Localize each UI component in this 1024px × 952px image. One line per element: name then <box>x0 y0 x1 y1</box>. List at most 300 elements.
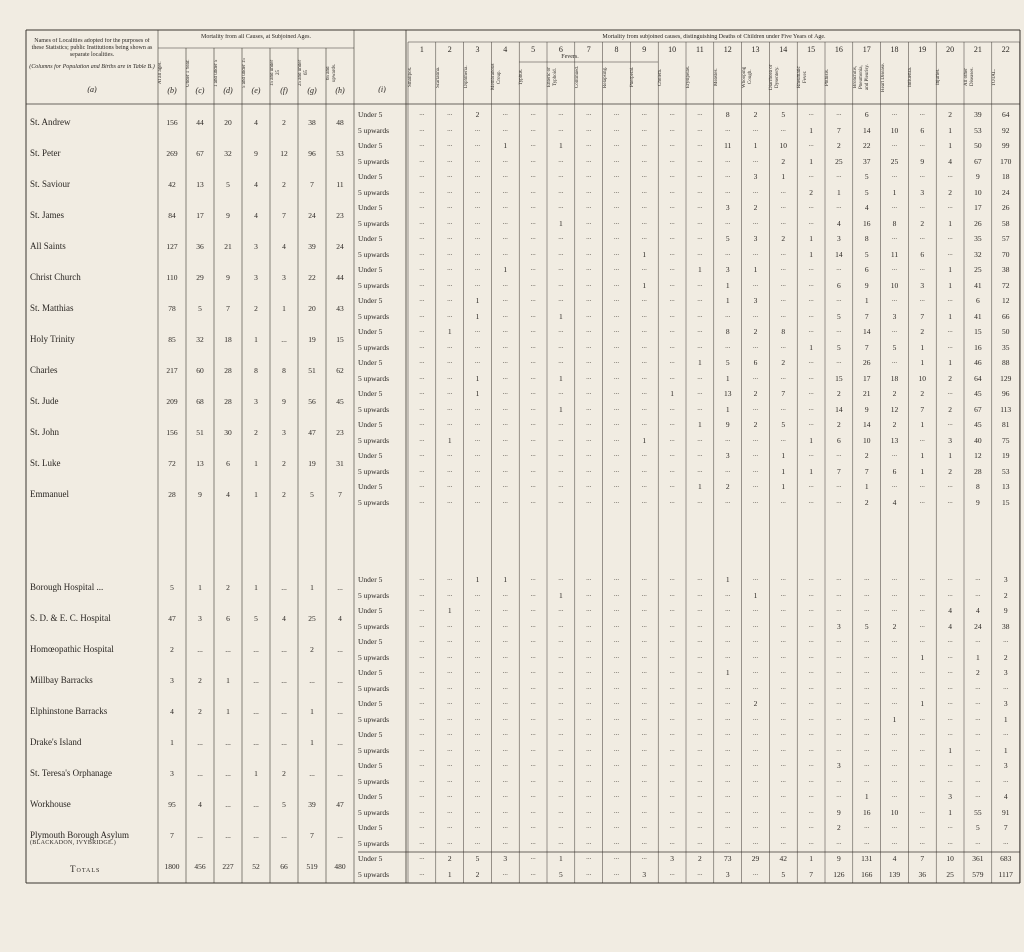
row-label-under: Under 5 <box>358 451 383 460</box>
cause-value: 92 <box>1001 125 1010 135</box>
empty-cell-dots: ... <box>641 388 647 396</box>
empty-cell-dots: ... <box>530 109 536 117</box>
empty-cell-dots: ... <box>641 496 647 505</box>
empty-cell-dots: ... <box>586 419 592 427</box>
empty-cell-dots: ... <box>919 682 925 691</box>
row-label-under: Under 5 <box>358 482 383 491</box>
empty-cell-dots: ... <box>864 667 870 675</box>
empty-cell-dots: ... <box>891 264 898 272</box>
empty-cell-dots: ... <box>530 822 536 830</box>
empty-cell-dots: ... <box>474 217 481 226</box>
empty-cell-dots: ... <box>558 837 564 846</box>
empty-cell-dots: ... <box>697 109 703 117</box>
empty-cell-dots: ... <box>586 450 592 458</box>
empty-cell-dots: ... <box>502 233 508 241</box>
empty-cell-dots: ... <box>419 574 425 582</box>
cause-value: 1 <box>725 296 730 305</box>
empty-cell-dots: ... <box>780 341 786 350</box>
cause-value: 1 <box>475 575 480 584</box>
empty-cell-dots: ... <box>836 450 842 458</box>
locality-name <box>30 179 70 189</box>
empty-cell-dots: ... <box>725 186 731 195</box>
age-value: 15 <box>336 335 344 345</box>
empty-cell-dots: ... <box>641 202 647 210</box>
empty-cell-dots: ... <box>1003 729 1009 737</box>
empty-cell-dots: ... <box>586 605 592 613</box>
cause-value: 1 <box>920 451 925 460</box>
empty-cell-dots: ... <box>613 496 620 505</box>
cause-value: 2 <box>948 373 952 383</box>
cause-value: 29 <box>751 854 760 863</box>
age-value: 4 <box>254 211 258 221</box>
cause-value: 1 <box>1003 714 1008 724</box>
row-label-under: Under 5 <box>358 327 383 336</box>
cause-value: 1 <box>447 435 452 445</box>
empty-cell-dots: ... <box>558 202 564 210</box>
empty-cell-dots: ... <box>891 760 898 768</box>
cause-value: 28 <box>974 466 982 476</box>
empty-cell-dots: ... <box>919 713 925 722</box>
empty-cell-dots: ... <box>502 248 508 257</box>
locality-name <box>30 706 107 716</box>
empty-cell-dots: ... <box>586 202 592 210</box>
cause-value: 40 <box>974 435 982 445</box>
age-value: 39 <box>308 242 316 252</box>
empty-cell-dots: ... <box>669 279 675 288</box>
cause-value: 361 <box>972 854 984 863</box>
age-value: 45 <box>336 397 344 407</box>
row-label-under: Under 5 <box>358 203 383 212</box>
empty-cell-dots: ... <box>836 713 842 722</box>
empty-cell-dots: ... <box>447 481 453 489</box>
cause-value: 4 <box>837 218 841 228</box>
empty-cell-dots: ... <box>613 403 620 412</box>
empty-cell-dots: ... <box>558 419 564 427</box>
empty-cell-dots: ... <box>836 698 842 706</box>
empty-cell-dots: ... <box>530 248 536 257</box>
empty-cell-dots: ... <box>558 326 564 334</box>
empty-cell-dots: ... <box>669 698 675 706</box>
cause-value: 5 <box>837 342 841 352</box>
empty-cell-dots: ... <box>864 837 870 846</box>
age-value: 127 <box>166 242 178 252</box>
mortality-subjoined-title: Mortality from subjoined causes, distinguishing Deaths of Children under Five Years of Age. <box>602 34 826 40</box>
empty-cell-dots: ... <box>447 388 453 396</box>
empty-cell-dots: ... <box>836 651 842 660</box>
empty-cell-dots: ... <box>419 124 425 133</box>
cause-value: 13 <box>1001 482 1010 491</box>
empty-cell-dots: ... <box>447 729 453 737</box>
empty-cell-dots: ... <box>669 109 675 117</box>
cause-value: 16 <box>862 807 871 817</box>
row-label-upwards: 5 upwards <box>358 652 390 662</box>
empty-cell-dots: ... <box>836 202 842 210</box>
empty-cell-dots: ... <box>669 434 675 443</box>
row-label-under: Under 5 <box>358 854 383 863</box>
row-label-under: Under 5 <box>358 389 383 398</box>
age-value: 78 <box>168 304 176 314</box>
row-label-under: Under 5 <box>358 141 383 150</box>
empty-cell-dots: ... <box>697 434 703 443</box>
cause-value: 1 <box>475 373 480 383</box>
age-group-header: 65 and upwards. <box>326 63 337 83</box>
empty-cell-dots: ... <box>447 713 453 722</box>
empty-cell-dots: ... <box>669 310 675 319</box>
cause-value: 12 <box>1001 296 1010 305</box>
cause-value: 5 <box>725 234 730 243</box>
empty-cell-dots: ... <box>725 744 731 753</box>
empty-cell-dots: ... <box>613 837 620 846</box>
empty-cell-dots: ... <box>641 729 647 737</box>
empty-cell-dots: ... <box>808 698 814 706</box>
age-value: 2 <box>254 304 258 314</box>
empty-cell-dots: ... <box>780 822 786 830</box>
cause-value: 1 <box>948 141 952 150</box>
empty-cell-dots: ... <box>530 326 536 334</box>
cause-value: 1 <box>725 280 730 290</box>
empty-cell-dots: ... <box>474 636 481 644</box>
empty-cell-dots: ... <box>752 760 759 768</box>
empty-cell-dots: ... <box>808 388 814 396</box>
empty-cell-dots: ... <box>975 589 981 598</box>
empty-cell-dots: ... <box>419 357 425 365</box>
empty-cell-dots: ... <box>669 775 675 784</box>
cause-value: 25 <box>835 156 843 166</box>
empty-cell-dots: ... <box>613 295 620 303</box>
locality-label: Plymouth Borough Asylum <box>30 830 130 841</box>
cause-value: 126 <box>833 869 845 879</box>
age-value: 7 <box>170 831 174 841</box>
empty-cell-dots: ... <box>752 822 759 830</box>
empty-cell-dots: ... <box>836 357 842 365</box>
empty-cell-dots: ... <box>725 341 731 350</box>
row-label-under: Under 5 <box>358 730 383 739</box>
empty-cell-dots: ... <box>975 698 981 706</box>
cause-value: 9 <box>864 280 869 290</box>
empty-cell-dots: ... <box>947 496 953 505</box>
empty-cell-dots: ... <box>530 496 536 505</box>
empty-cell-dots: ... <box>447 837 453 846</box>
empty-cell-dots: ... <box>530 775 536 784</box>
empty-cell-dots: ... <box>669 403 675 412</box>
age-value: ... <box>253 707 259 717</box>
age-value: ... <box>253 676 259 686</box>
empty-cell-dots: ... <box>586 372 592 381</box>
empty-cell-dots: ... <box>947 667 953 675</box>
empty-cell-dots: ... <box>669 233 675 241</box>
age-value: 30 <box>224 428 232 438</box>
age-value: 5 <box>170 583 174 593</box>
cause-number: 12 <box>723 45 732 54</box>
age-value: 23 <box>336 211 344 221</box>
age-value: 3 <box>254 397 258 407</box>
empty-cell-dots: ... <box>419 326 425 334</box>
empty-cell-dots: ... <box>947 419 953 427</box>
locality-label: St. Jude <box>30 396 59 407</box>
empty-cell-dots: ... <box>502 171 508 179</box>
cause-value: 1 <box>837 187 841 197</box>
age-value: 28 <box>168 490 176 500</box>
age-value: 95 <box>168 800 176 810</box>
cause-value: 1 <box>503 575 508 584</box>
locality-label: S. D. & E. C. Hospital <box>30 613 111 624</box>
empty-cell-dots: ... <box>947 202 953 210</box>
cause-value: 1 <box>475 389 480 398</box>
cause-value: 1 <box>698 265 702 274</box>
cause-value: 26 <box>974 218 982 228</box>
age-value: ... <box>337 831 343 841</box>
cause-header: Influenza. <box>908 66 914 88</box>
age-value: 1 <box>198 583 202 593</box>
cause-value: 1 <box>892 714 897 724</box>
empty-cell-dots: ... <box>586 589 592 598</box>
empty-cell-dots: ... <box>530 868 536 877</box>
cause-value: 1 <box>698 482 702 491</box>
empty-cell-dots: ... <box>558 744 564 753</box>
locality-label: St. Saviour <box>30 179 71 190</box>
empty-cell-dots: ... <box>697 760 703 768</box>
empty-cell-dots: ... <box>975 837 981 846</box>
cause-value: 10 <box>890 125 899 135</box>
cause-value: 3 <box>1003 761 1008 770</box>
age-value: 269 <box>166 149 178 159</box>
age-value: 6 <box>226 614 230 624</box>
empty-cell-dots: ... <box>558 605 564 613</box>
empty-cell-dots: ... <box>447 698 453 706</box>
empty-cell-dots: ... <box>530 403 536 412</box>
age-value: 217 <box>166 366 178 376</box>
empty-cell-dots: ... <box>447 295 453 303</box>
cause-value: 683 <box>1000 854 1012 863</box>
age-value: ... <box>337 676 343 686</box>
cause-value: 1 <box>559 218 563 228</box>
age-value: 2 <box>226 583 230 593</box>
age-value: ... <box>197 769 203 779</box>
cause-value: 6 <box>753 358 758 367</box>
empty-cell-dots: ... <box>474 419 481 427</box>
empty-cell-dots: ... <box>530 698 536 706</box>
cause-number: 3 <box>475 45 480 54</box>
empty-cell-dots: ... <box>502 806 508 815</box>
empty-cell-dots: ... <box>641 264 647 272</box>
age-value: 209 <box>166 397 178 407</box>
age-value: ... <box>281 676 287 686</box>
empty-cell-dots: ... <box>641 403 647 412</box>
empty-cell-dots: ... <box>752 574 759 582</box>
empty-cell-dots: ... <box>780 186 786 195</box>
locality-label: Emmanuel <box>30 489 69 500</box>
cause-number: 5 <box>531 45 536 54</box>
fevers-label: Fevers. <box>561 54 579 60</box>
cause-value: 2 <box>920 389 925 398</box>
empty-cell-dots: ... <box>502 186 508 195</box>
empty-cell-dots: ... <box>808 295 814 303</box>
cause-value: 1 <box>1003 745 1008 755</box>
empty-cell-dots: ... <box>697 574 703 582</box>
cause-value: 64 <box>1001 110 1010 119</box>
age-group-letter: (e) <box>251 86 261 95</box>
cause-value: 166 <box>861 869 873 879</box>
age-value: ... <box>337 769 343 779</box>
cause-value: 2 <box>920 218 925 228</box>
empty-cell-dots: ... <box>613 186 620 195</box>
empty-cell-dots: ... <box>725 605 731 613</box>
locality-name <box>30 613 111 623</box>
empty-cell-dots: ... <box>808 744 814 753</box>
empty-cell-dots: ... <box>474 186 481 195</box>
empty-cell-dots: ... <box>808 636 814 644</box>
cause-value: 18 <box>1001 172 1010 181</box>
empty-cell-dots: ... <box>586 171 592 179</box>
row-label-upwards: 5 upwards <box>358 497 390 507</box>
empty-cell-dots: ... <box>669 574 675 582</box>
empty-cell-dots: ... <box>447 775 453 784</box>
empty-cell-dots: ... <box>502 326 508 334</box>
empty-cell-dots: ... <box>752 791 759 799</box>
cause-value: 1 <box>864 792 869 801</box>
age-value: 3 <box>282 273 286 283</box>
locality-label: St. Luke <box>30 458 61 469</box>
empty-cell-dots: ... <box>641 853 647 861</box>
empty-cell-dots: ... <box>474 326 481 334</box>
empty-cell-dots: ... <box>586 682 592 691</box>
empty-cell-dots: ... <box>613 822 620 830</box>
empty-cell-dots: ... <box>975 744 981 753</box>
age-value: 20 <box>224 118 232 128</box>
empty-cell-dots: ... <box>891 636 898 644</box>
empty-cell-dots: ... <box>891 171 898 179</box>
empty-cell-dots: ... <box>474 837 481 846</box>
age-value: 51 <box>308 366 316 376</box>
row-label-upwards: 5 upwards <box>358 435 390 445</box>
empty-cell-dots: ... <box>474 620 481 629</box>
empty-cell-dots: ... <box>558 434 564 443</box>
row-label-under: Under 5 <box>358 823 383 832</box>
empty-cell-dots: ... <box>502 791 508 799</box>
empty-cell-dots: ... <box>586 264 592 272</box>
empty-cell-dots: ... <box>697 837 703 846</box>
empty-cell-dots: ... <box>725 155 731 164</box>
cause-value: 1 <box>642 249 647 259</box>
empty-cell-dots: ... <box>613 574 620 582</box>
empty-cell-dots: ... <box>919 589 925 598</box>
cause-value: 24 <box>974 621 982 631</box>
empty-cell-dots: ... <box>447 651 453 660</box>
cause-value: 5 <box>976 823 980 832</box>
empty-cell-dots: ... <box>697 713 703 722</box>
cause-number: 13 <box>751 45 760 54</box>
empty-cell-dots: ... <box>891 140 898 148</box>
cause-value: 1 <box>559 854 563 863</box>
age-value: 7 <box>310 180 314 190</box>
cause-value: 2 <box>892 621 897 631</box>
empty-cell-dots: ... <box>669 620 675 629</box>
empty-cell-dots: ... <box>808 574 814 582</box>
empty-cell-dots: ... <box>502 496 508 505</box>
age-group-letter: (g) <box>307 86 317 95</box>
age-value: 1 <box>310 583 314 593</box>
cause-number: 21 <box>973 45 982 54</box>
age-value: 3 <box>170 676 174 686</box>
empty-cell-dots: ... <box>780 837 786 846</box>
empty-cell-dots: ... <box>558 279 564 288</box>
empty-cell-dots: ... <box>641 186 647 195</box>
empty-cell-dots: ... <box>836 589 842 598</box>
cause-number: 15 <box>807 45 816 54</box>
empty-cell-dots: ... <box>530 310 536 319</box>
empty-cell-dots: ... <box>474 682 481 691</box>
cause-value: 1 <box>781 466 786 476</box>
empty-cell-dots: ... <box>808 620 814 629</box>
cause-number: 2 <box>447 45 452 54</box>
empty-cell-dots: ... <box>669 667 675 675</box>
empty-cell-dots: ... <box>613 806 620 815</box>
empty-cell-dots: ... <box>780 651 786 660</box>
cause-value: 2 <box>781 234 786 243</box>
empty-cell-dots: ... <box>669 806 675 815</box>
locality-name <box>30 272 81 282</box>
empty-cell-dots: ... <box>502 295 508 303</box>
age-value: 20 <box>308 304 316 314</box>
empty-cell-dots: ... <box>669 465 675 474</box>
cause-value: 8 <box>725 327 730 336</box>
cause-value: 1 <box>809 249 813 259</box>
cause-value: 53 <box>974 125 982 135</box>
empty-cell-dots: ... <box>502 341 508 350</box>
empty-cell-dots: ... <box>669 295 675 303</box>
empty-cell-dots: ... <box>669 481 675 489</box>
empty-cell-dots: ... <box>864 822 870 830</box>
locality-name <box>30 768 112 778</box>
cause-header: Phthisis. <box>825 68 830 86</box>
empty-cell-dots: ... <box>752 651 759 660</box>
empty-cell-dots: ... <box>613 636 620 644</box>
empty-cell-dots: ... <box>641 636 647 644</box>
cause-value: 72 <box>1001 280 1010 290</box>
empty-cell-dots: ... <box>780 295 786 303</box>
age-value: ... <box>281 335 287 345</box>
age-value: 72 <box>168 459 176 469</box>
empty-cell-dots: ... <box>419 465 425 474</box>
empty-cell-dots: ... <box>975 775 981 784</box>
cause-value: 3 <box>503 854 508 863</box>
empty-cell-dots: ... <box>808 775 814 784</box>
cause-value: 2 <box>809 187 813 197</box>
empty-cell-dots: ... <box>502 372 508 381</box>
empty-cell-dots: ... <box>808 357 814 365</box>
empty-cell-dots: ... <box>502 388 508 396</box>
age-value: 2 <box>282 769 286 779</box>
age-group-header: 25 and under 65 <box>298 59 309 87</box>
cause-value: 1 <box>920 466 925 476</box>
empty-cell-dots: ... <box>697 729 703 737</box>
empty-cell-dots: ... <box>586 636 592 644</box>
empty-cell-dots: ... <box>613 682 620 691</box>
empty-cell-dots: ... <box>586 341 592 350</box>
empty-cell-dots: ... <box>669 868 675 877</box>
empty-cell-dots: ... <box>836 605 842 613</box>
age-value: 3 <box>170 769 174 779</box>
empty-cell-dots: ... <box>808 651 814 660</box>
empty-cell-dots: ... <box>641 589 647 598</box>
row-label-upwards: 5 upwards <box>358 218 390 228</box>
cause-value: 3 <box>725 265 730 274</box>
cause-value: 9 <box>837 807 841 817</box>
age-value: 12 <box>280 149 288 159</box>
cause-value: 14 <box>862 125 871 135</box>
row-label-upwards: 5 upwards <box>358 466 390 476</box>
cause-value: 3 <box>753 296 758 305</box>
